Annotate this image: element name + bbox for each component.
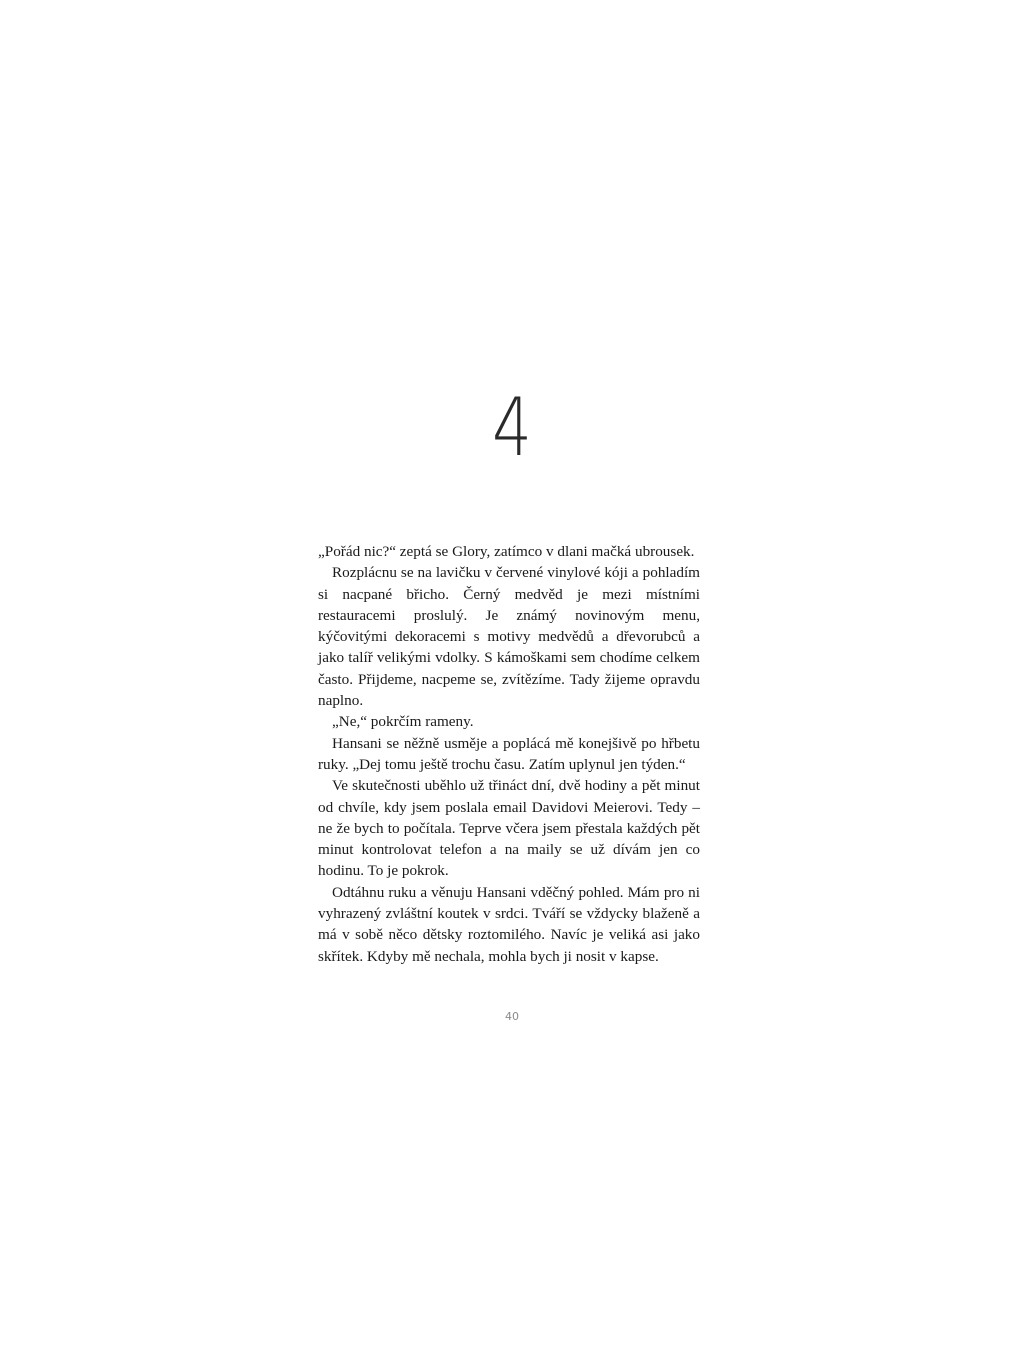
- paragraph: „Pořád nic?“ zeptá se Glory, zatímco v dlani mačká ubrousek.: [318, 543, 695, 560]
- chapter-text: [318, 541, 700, 967]
- paragraph: Hansani se něžně usměje a poplácá mě konejšivě po hřbetu ruky. „Dej tomu ještě trochu času. Zatím uplynul jen týden.“: [318, 734, 700, 773]
- paragraph: Rozplácnu se na lavičku v červené vinylové kóji a pohladím si nacpané břicho. Černý medvěd je mezi místními restauracemi proslulý. Je známý novinovým menu, kýčovitými dekoracemi s motivy medvědů a dřevorubců a jako talíř velikými vdolky. S kámoškami sem chodíme celkem často. Přijdeme, nacpeme se, zvítězíme. Tady žijeme opravdu naplno.: [318, 564, 700, 710]
- paragraph: Odtáhnu ruku a věnuju Hansani vděčný pohled. Mám pro ni vyhrazený zvláštní koutek v srdci. Tváří se vždycky blaženě a má v sobě něco dětsky roztomilého. Navíc je veliká asi jako skřítek. Kdyby mě nechala, mohla bych ji nosit v kapse.: [318, 883, 700, 965]
- paragraph: Ve skutečnosti uběhlo už třináct dní, dvě hodiny a pět minut od chvíle, kdy jsem poslala email Davidovi Meierovi. Tedy – ne že bych to počítala. Teprve včera jsem přestala každých pět minut kontrolovat telefon a na maily se už dívám jen co hodinu. To je pokrok.: [318, 777, 700, 880]
- page-number: 40: [505, 1010, 519, 1023]
- paragraph: „Ne,“ pokrčím rameny.: [332, 713, 474, 731]
- chapter-number: 4: [492, 381, 532, 474]
